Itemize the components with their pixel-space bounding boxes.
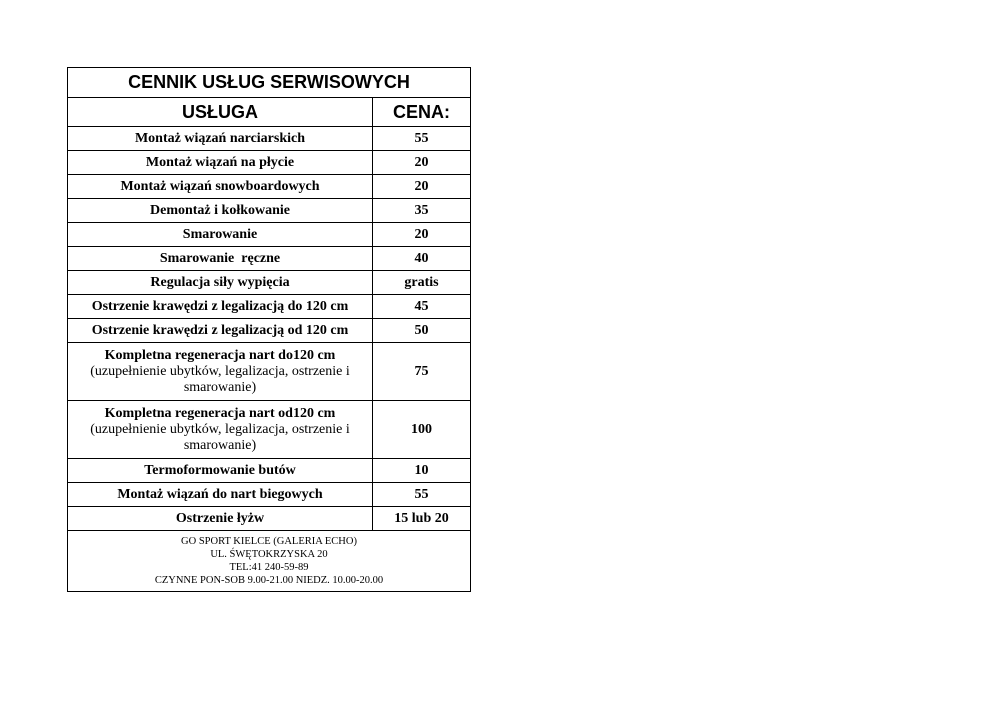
table-row <box>68 343 471 401</box>
price-cell: 20 <box>373 223 471 247</box>
service-note: (uzupełnienie ubytków, legalizacja, ostrzenie i smarowanie) <box>90 363 350 395</box>
price-cell: 100 <box>373 401 471 459</box>
price-cell: 55 <box>373 483 471 507</box>
store-hours: CZYNNE PON-SOB 9.00-21.00 NIEDZ. 10.00-20.00 <box>154 575 384 586</box>
service-name: Kompletna regeneracja nart do120 cm <box>104 347 336 363</box>
price-cell: 40 <box>373 247 471 271</box>
table-row <box>68 295 471 319</box>
price-cell: 35 <box>373 199 471 223</box>
service-cell <box>68 401 373 459</box>
store-address: UL. ŚWĘTOKRZYSKA 20 <box>210 549 328 560</box>
service-cell <box>68 247 373 271</box>
service-name: Kompletna regeneracja nart od120 cm <box>104 405 336 421</box>
service-name: Termoformowanie butów <box>144 462 296 478</box>
service-cell <box>68 459 373 483</box>
price-cell: 75 <box>373 343 471 401</box>
table-row <box>68 247 471 271</box>
service-name: Montaż wiązań narciarskich <box>134 130 306 146</box>
table-row <box>68 151 471 175</box>
table-row <box>68 401 471 459</box>
table-row <box>68 319 471 343</box>
title-row <box>68 68 471 98</box>
table-row <box>68 223 471 247</box>
header-row <box>68 98 471 127</box>
service-cell <box>68 343 373 401</box>
price-cell: 20 <box>373 151 471 175</box>
table-row <box>68 271 471 295</box>
store-info <box>68 531 471 592</box>
header-price: CENA: <box>373 98 471 127</box>
price-cell: 50 <box>373 319 471 343</box>
service-name: Montaż wiązań na płycie <box>145 154 295 170</box>
service-name: Regulacja siły wypięcia <box>150 274 290 290</box>
service-note: (uzupełnienie ubytków, legalizacja, ostrzenie i smarowanie) <box>90 421 350 453</box>
store-name: GO SPORT KIELCE (GALERIA ECHO) <box>181 536 357 547</box>
service-cell <box>68 507 373 531</box>
service-cell <box>68 271 373 295</box>
service-cell <box>68 199 373 223</box>
service-name: Demontaż i kołkowanie <box>150 202 290 218</box>
service-cell <box>68 223 373 247</box>
service-cell <box>68 483 373 507</box>
table-row <box>68 483 471 507</box>
table-row <box>68 459 471 483</box>
service-name: Ostrzenie krawędzi z legalizacją do 120 cm <box>91 298 349 314</box>
service-cell <box>68 319 373 343</box>
service-cell <box>68 127 373 151</box>
table-row <box>68 507 471 531</box>
price-cell: gratis <box>373 271 471 295</box>
service-name: Ostrzenie krawędzi z legalizacją od 120 cm <box>91 322 349 338</box>
table-row <box>68 199 471 223</box>
table-row <box>68 127 471 151</box>
price-cell: 45 <box>373 295 471 319</box>
service-name: Smarowanie ręczne <box>159 250 281 266</box>
service-cell <box>68 151 373 175</box>
price-cell: 10 <box>373 459 471 483</box>
store-phone: TEL:41 240-59-89 <box>229 562 309 573</box>
header-service: USŁUGA <box>68 98 373 127</box>
footer-row <box>68 531 471 592</box>
service-name: Montaż wiązań do nart biegowych <box>117 486 323 502</box>
price-list-table <box>67 67 471 592</box>
table-title: CENNIK USŁUG SERWISOWYCH <box>68 68 471 98</box>
price-cell: 55 <box>373 127 471 151</box>
service-name: Smarowanie <box>182 226 258 242</box>
table-row <box>68 175 471 199</box>
service-cell <box>68 175 373 199</box>
service-cell <box>68 295 373 319</box>
price-cell: 15 lub 20 <box>373 507 471 531</box>
service-name: Ostrzenie łyżw <box>175 510 265 526</box>
service-name: Montaż wiązań snowboardowych <box>120 178 320 194</box>
price-cell: 20 <box>373 175 471 199</box>
